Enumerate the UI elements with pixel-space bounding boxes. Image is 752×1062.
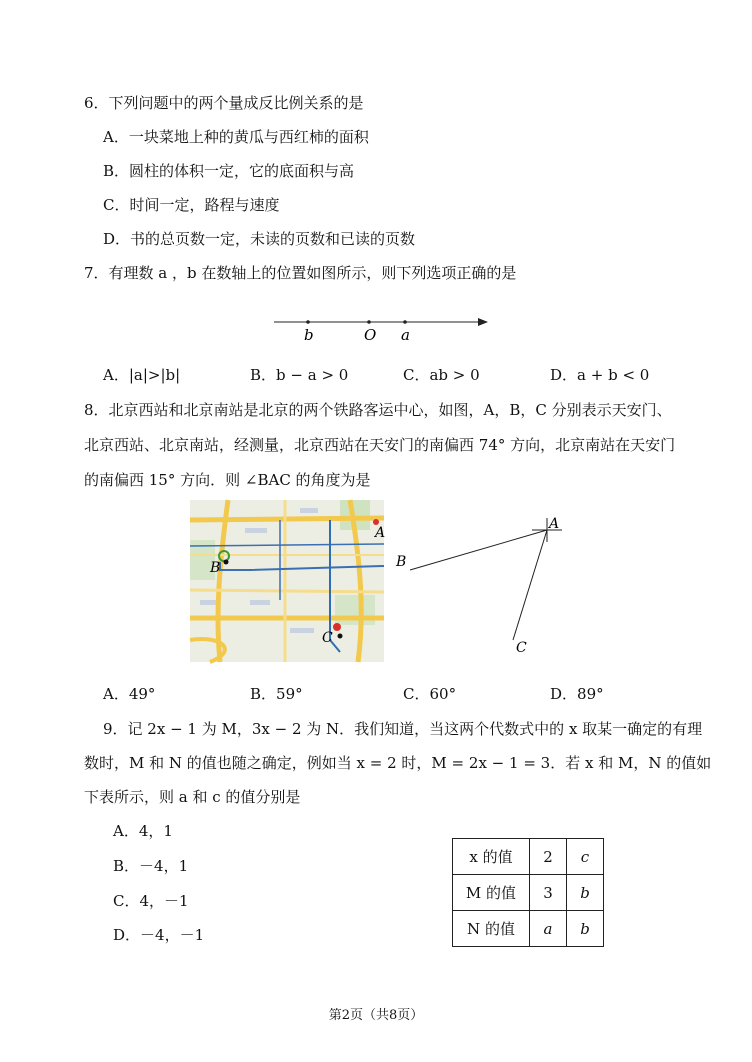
q9-option-a: A．4，1 [113,822,173,840]
label-o: O [364,326,377,344]
map-label-a: A [375,525,386,541]
label-a: a [401,326,410,344]
q6-stem: 6．下列问题中的两个量成反比例关系的是 [84,94,364,112]
point-b [306,320,310,324]
table-cell: x 的值 [453,839,530,875]
table-cell: b [567,911,604,947]
q7-stem: 7．有理数 a ，b 在数轴上的位置如图所示，则下列选项正确的是 [84,264,517,282]
q8-line3: 的南偏西 15° 方向．则 ∠BAC 的角度为是 [84,471,371,489]
page-footer: 第2页（共8页） [328,1008,424,1023]
segment-ac [513,530,547,640]
q9-line2: 数时，M 和 N 的值也随之确定，例如当 x = 2 时，M = 2x − 1 = 3．若 x 和 M，N 的值如 [84,754,712,772]
map-drawing [190,500,384,662]
map-marker-c [333,623,341,631]
q8-option-a: A．49° [103,685,156,703]
q9-option-d: D．－4，－1 [113,926,205,944]
q8-line2: 北京西站、北京南站，经测量，北京西站在天安门的南偏西 74° 方向，北京南站在天安门 [84,436,676,454]
q9-line1: 9．记 2x − 1 为 M，3x − 2 为 N．我们知道，当这两个代数式中的 x 取某一确定的有理 [103,720,703,738]
q8-option-c: C．60° [403,685,457,703]
table-row [453,911,604,947]
q9-value-table [452,838,604,947]
q8-option-d: D．89° [550,685,604,703]
table-cell: a [530,911,567,947]
q9-option-c: C．4，－1 [113,892,189,910]
diagram-label-c: C [516,640,527,656]
q7-option-b: B．b − a > 0 [250,366,349,384]
angle-diagram [392,510,572,660]
number-line-arrow [478,318,488,326]
q8-line1: 8．北京西站和北京南站是北京的两个铁路客运中心，如图，A，B，C 分别表示天安门、 [84,401,672,419]
table-cell: b [567,875,604,911]
number-line-figure [270,312,492,348]
table-row [453,875,604,911]
table-cell: c [567,839,604,875]
q6-option-c: C．时间一定，路程与速度 [103,196,280,214]
table-cell: 2 [530,839,567,875]
q6-option-d: D．书的总页数一定，未读的页数和已读的页数 [103,230,416,248]
diagram-label-a: A [549,516,560,532]
map-label-c: C [322,630,333,646]
diagram-label-b: B [396,554,407,570]
table-cell: 3 [530,875,567,911]
q6-option-b: B．圆柱的体积一定，它的底面积与高 [103,162,355,180]
label-b: b [304,326,314,344]
table-cell: M 的值 [453,875,530,911]
q9-line3: 下表所示，则 a 和 c 的值分别是 [84,788,301,806]
map-label-b: B [210,560,221,576]
table-row [453,839,604,875]
q8-option-b: B．59° [250,685,303,703]
q9-option-b: B．－4，1 [113,857,189,875]
q7-option-c: C．ab > 0 [403,366,480,384]
beijing-map-image [190,500,384,662]
table-cell: N 的值 [453,911,530,947]
point-o [367,320,371,324]
segment-ab [410,530,547,570]
point-a [403,320,407,324]
q7-option-a: A．|a|>|b| [103,366,181,384]
q6-option-a: A．一块菜地上种的黄瓜与西红柿的面积 [103,128,369,146]
q7-option-d: D．a + b < 0 [550,366,650,384]
